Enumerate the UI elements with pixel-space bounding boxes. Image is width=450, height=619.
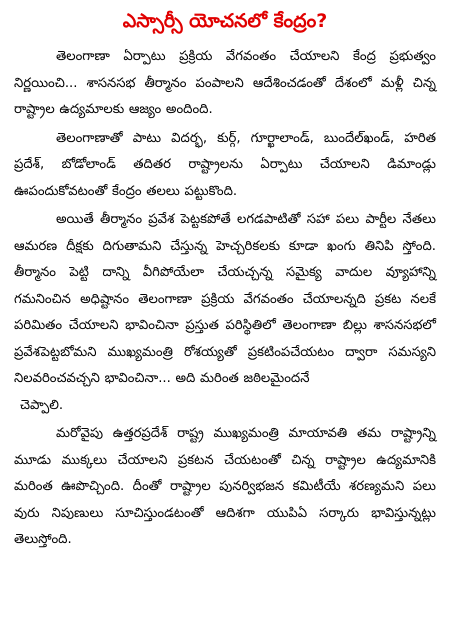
paragraph-4-text: మరోవైపు ఉత్తరప్రదేశ్ రాష్ట్ర ముఖ్యమంత్రి మాయావతి తమ రాష్ట్రాన్ని మూడు ముక్కలు చేయాలని ప్రకటన చేయటంతో చిన్న రాష్ట్రాల ఉద్యమానికి మరింత ఊపొచ్చింది. దీంతో రాష్ట్రాల పునర్విభజన కమిటీయే శరణ్యమని పలు వురు నిపుణులు సూచిస్తుండటంతో ఆదిశగా యుపిఏ సర్కారు భావిస్తున్నట్లు తెలుస్తోంది. [14,426,436,547]
paragraph-2-text: తెలంగాణాతో పాటు విదర్భ, కుర్గ్, గూర్ఖాలాండ్, బుందేల్‌ఖండ్, హరిత ప్రదేశ్, బోడోలాండ్ తదితర రాష్ట్రాలను ఏర్పాటు చేయాలని డిమాండ్లు ఊపందుకోవటంతో కేంద్రం తలలు పట్టుకొంది. [14,130,436,199]
article-paragraph-1 [14,44,436,124]
paragraph-3-tail: చెప్పాలి. [20,397,64,413]
paragraph-1-text: తెలంగాణా ఏర్పాటు ప్రక్రియ వేగవంతం చేయాలని కేంద్ర ప్రభుత్వం నిర్ణయించి... శాసనసభ తీర్మానం పంపాలని ఆదేశించడంతో దేశంలో మళ్లీ చిన్న రాష్ట్రాల ఉద్యమాలకు ఆజ్యం అందింది. [14,49,436,117]
paragraph-3-text: అయితే తీర్మానం ప్రవేశ పెట్టకపోతే లగడపాటితో సహా పలు పార్టీల నేతలు ఆమరణ దీక్షకు దిగుతామని చేస్తున్న హెచ్చరికలకు కూడా ఖంగు తినిపి స్తోంది. తీర్మానం పెట్టి దాన్ని వీగిపోయేలా చేయచ్చన్న సమైక్య వాదుల వ్యూహాన్ని గమనించిన అధిష్టానం తెలంగాణా ప్రక్రియ వేగవంతం చేయాలన్నది ప్రకట నలకే పరిమితం చేయాలని భావించినా ప్రస్తుత పరిస్థితిలో తెలంగాణా బిల్లు శాసనసభలో ప్రవేశపెట్టబోమని ముఖ్యమంత్రి రోశయ్యతో ప్రకటింపచేయటం ద్వారా సమస్యని నిలవరించవచ్చని భావించినా... అది మరింత జఠిలమైందనే [14,212,436,386]
article-paragraph-2 [14,126,436,206]
article-paragraph-3 [14,207,436,419]
article-paragraph-4 [14,421,436,554]
article-headline: ఎస్సార్సీ యోచనలో కేంద్రం? [122,10,328,32]
